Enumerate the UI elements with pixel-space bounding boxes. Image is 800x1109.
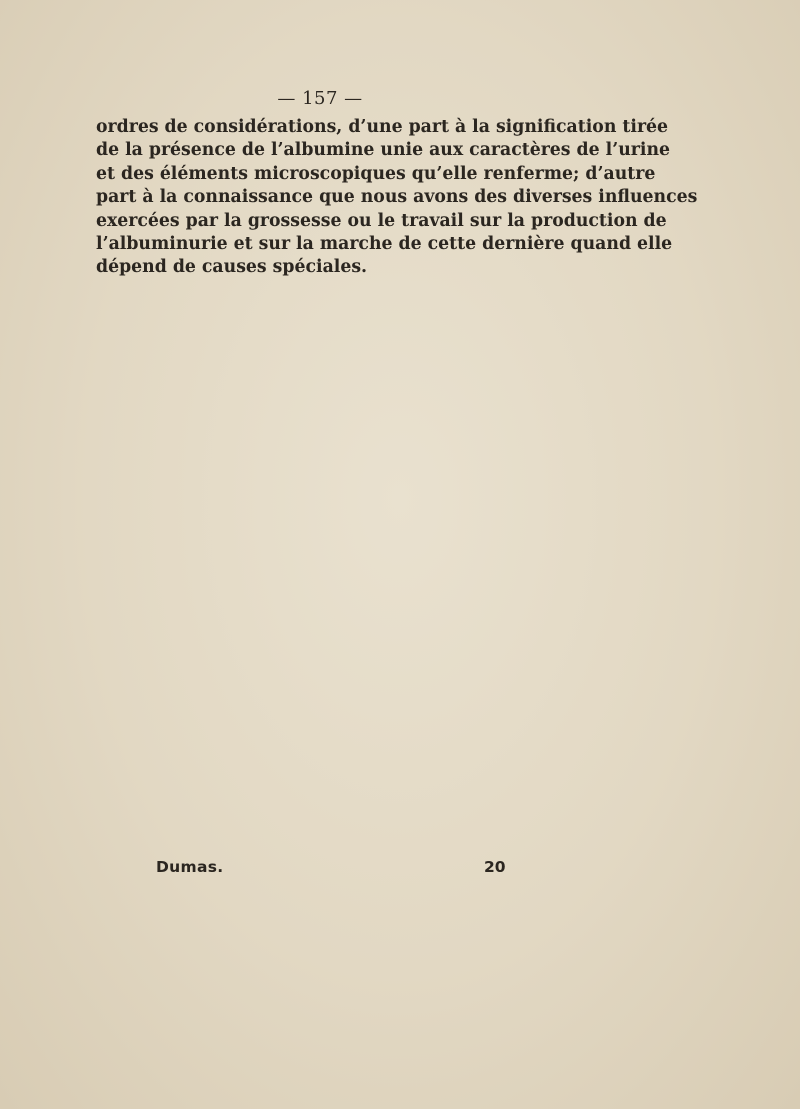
footer-signature-number: 20 xyxy=(484,858,506,876)
text-line: de la présence de l’albumine unie aux caractères de l’urine xyxy=(96,140,671,161)
page-number: — 157 — xyxy=(277,88,363,109)
text-line: dépend de causes spéciales. xyxy=(96,257,368,278)
text-line: ordres de considérations, d’une part à la signification tirée xyxy=(96,117,669,137)
body-paragraph xyxy=(96,116,698,280)
text-line: et des éléments microscopiques qu’elle renferme; d’autre xyxy=(96,163,656,184)
show-through-texture xyxy=(90,255,550,855)
text-line: part à la connaissance que nous avons des diverses influences xyxy=(96,187,698,208)
text-line: l’albuminurie et sur la marche de cette dernière quand elle xyxy=(96,234,673,255)
text-line: exercées par la grossesse ou le travail sur la production de xyxy=(96,210,667,231)
footer-author: Dumas. xyxy=(156,858,224,876)
